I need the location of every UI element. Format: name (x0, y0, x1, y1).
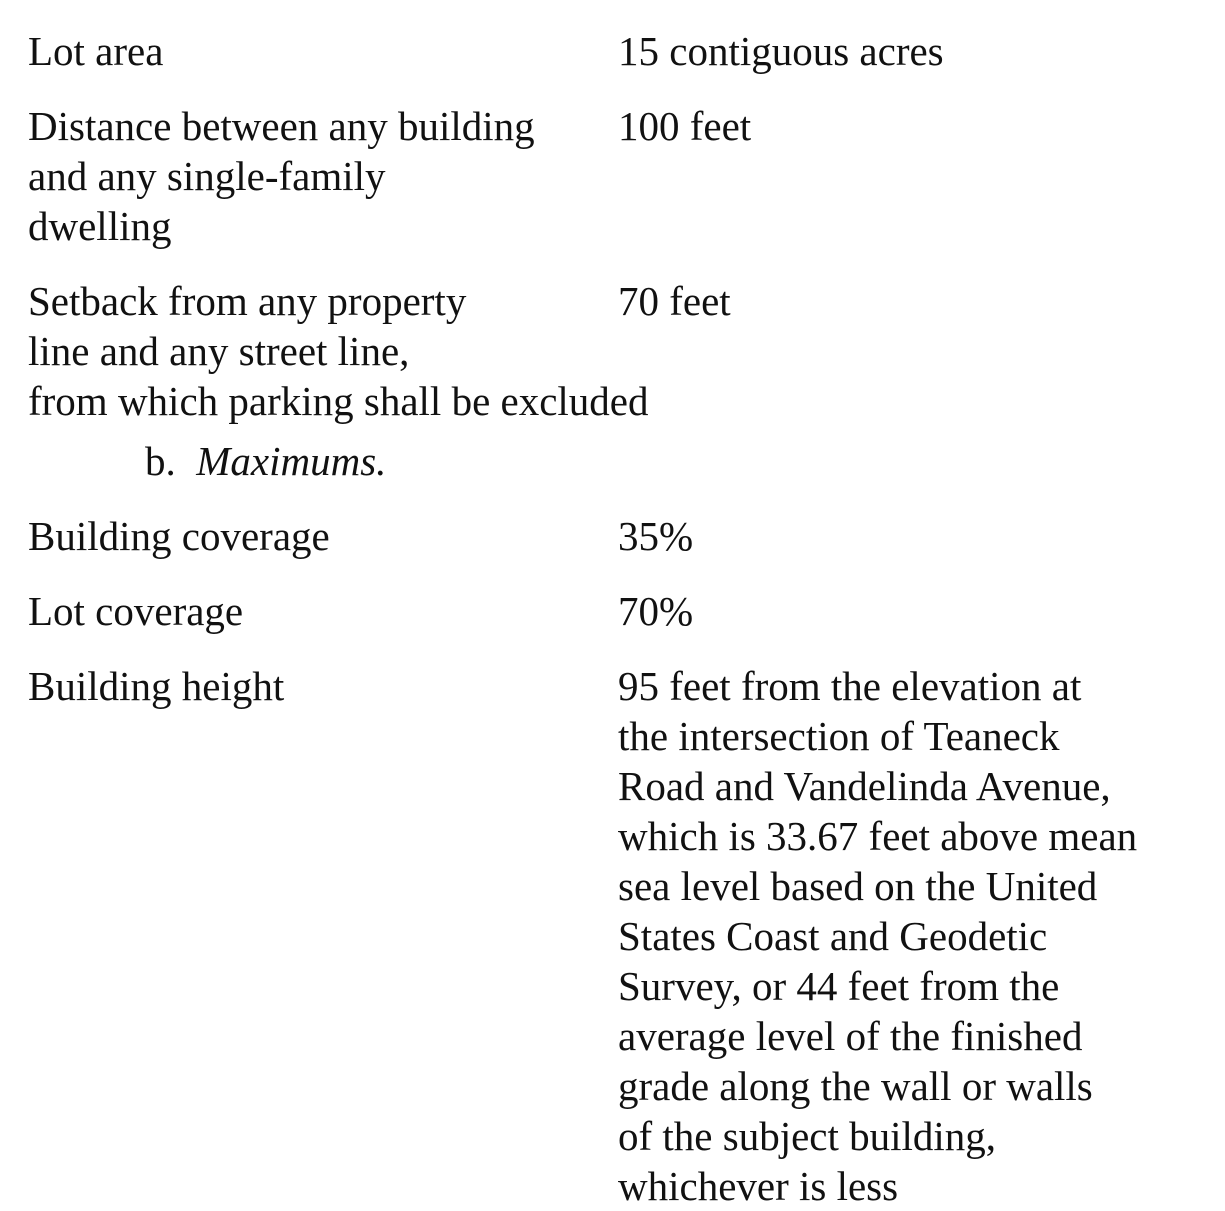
requirement-row-lot-coverage (28, 586, 1213, 636)
value-line: 15 contiguous acres (618, 28, 944, 74)
requirement-row-setback (28, 276, 1213, 376)
value-line: Road and Vandelinda Avenue, (618, 763, 1111, 809)
requirement-row-building-distance (28, 101, 1213, 251)
requirement-value (618, 101, 1213, 251)
value-line: of the subject building, (618, 1113, 997, 1159)
subheading-title: Maximums. (196, 438, 387, 484)
requirement-row-building-height (28, 661, 1213, 1211)
value-line: 95 feet from the elevation at (618, 663, 1082, 709)
requirement-label (28, 26, 618, 76)
requirement-row-lot-area (28, 26, 1213, 76)
requirement-value (618, 586, 1213, 636)
requirement-label (28, 101, 618, 251)
requirement-value (618, 511, 1213, 561)
zoning-requirements-document (28, 26, 1213, 1211)
value-line: grade along the wall or walls (618, 1063, 1093, 1109)
maximums-subheading (28, 436, 1213, 486)
label-line: Setback from any property (28, 278, 467, 324)
requirement-value (618, 26, 1213, 76)
value-line: 70 feet (618, 278, 731, 324)
requirement-label (28, 276, 618, 376)
value-line: Survey, or 44 feet from the (618, 963, 1060, 1009)
label-line: Lot area (28, 28, 164, 74)
value-line: which is 33.67 feet above mean (618, 813, 1138, 859)
value-line: average level of the finished (618, 1013, 1083, 1059)
value-line: 35% (618, 513, 694, 559)
requirement-label (28, 586, 618, 636)
label-line: dwelling (28, 203, 172, 249)
label-line: Building coverage (28, 513, 330, 559)
requirement-value (618, 661, 1213, 1211)
value-line: States Coast and Geodetic (618, 913, 1048, 959)
label-line: line and any street line, (28, 328, 410, 374)
requirement-label (28, 661, 618, 1211)
value-line: the intersection of Teaneck (618, 713, 1060, 759)
setback-label-continuation: from which parking shall be excluded (28, 378, 649, 424)
value-line: 100 feet (618, 103, 752, 149)
requirement-value (618, 276, 1213, 376)
value-line: sea level based on the United (618, 863, 1098, 909)
subheading-marker: b. (145, 438, 176, 484)
requirement-row-building-coverage (28, 511, 1213, 561)
label-line: Distance between any building (28, 103, 535, 149)
requirement-label (28, 511, 618, 561)
label-line: and any single-family (28, 153, 386, 199)
value-line: whichever is less (618, 1163, 899, 1209)
label-line: Building height (28, 663, 285, 709)
label-line: Lot coverage (28, 588, 244, 634)
value-line: 70% (618, 588, 694, 634)
